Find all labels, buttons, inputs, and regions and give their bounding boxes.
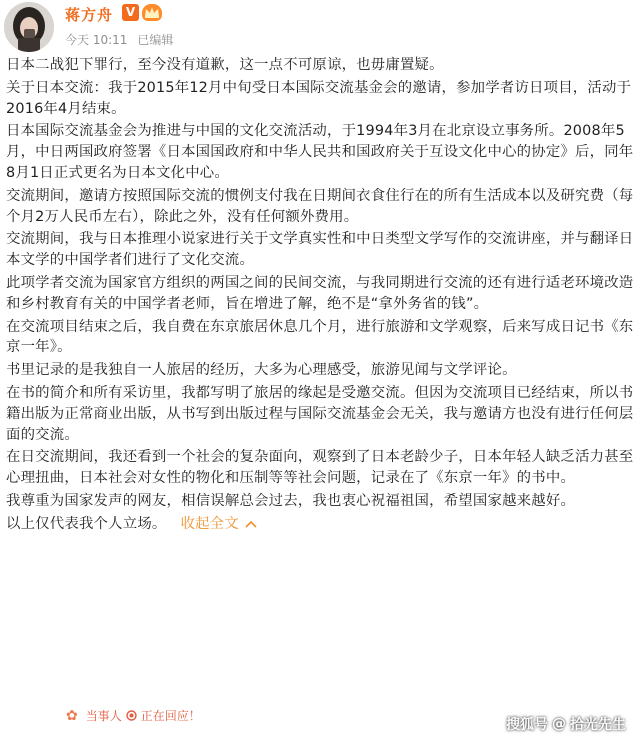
post-paragraph: 此项学者交流为国家官方组织的两国之间的民间交流，与我同期进行交流的还有进行适老环境改造和乡村教育有关的中国学者老师，旨在增进了解，绝不是“拿外务省的钱”。	[6, 274, 634, 312]
live-dot-icon	[126, 710, 137, 721]
watermark	[506, 714, 626, 734]
post-last-line	[6, 514, 634, 535]
avatar-photo	[4, 2, 54, 52]
status-label: 当事人	[85, 709, 122, 723]
post-time: 今天 10:11	[65, 33, 128, 47]
status-detail: 正在回应！	[140, 709, 201, 723]
chevron-up-icon	[245, 520, 257, 528]
post-paragraph: 在交流项目结束之后，我自费在东京旅居休息几个月，进行旅游和文学观察，后来写成日记书《东京一年》。	[6, 318, 634, 356]
flower-icon: ✿	[66, 707, 78, 724]
user-badges	[122, 4, 162, 21]
post-header	[0, 0, 640, 56]
collapse-label: 收起全文	[180, 515, 239, 532]
post-paragraph: 书里记录的是我独自一人旅居的经历，大多为心理感受，旅游见闻与文学评论。	[6, 362, 517, 379]
post-meta	[65, 31, 173, 48]
username[interactable]: 蒋方舟	[65, 6, 114, 24]
edited-label[interactable]: 已编辑	[137, 33, 174, 47]
post-closing-text: 以上仅代表我个人立场。	[6, 515, 167, 532]
watermark-author: 拾光先生	[570, 717, 626, 733]
post-paragraph: 在日交流期间，我还看到一个社会的复杂面向，观察到了日本老龄少子，日本年轻人缺乏活力甚至心理扭曲，日本社会对女性的物化和压制等等社会问题，记录在了《东京一年》的书中。	[6, 449, 634, 487]
status-badge[interactable]	[66, 707, 201, 724]
post-paragraph: 日本二战犯下罪行，至今没有道歉，这一点不可原谅，也毋庸置疑。	[6, 57, 444, 73]
post-content	[6, 55, 634, 535]
watermark-brand: 搜狐号	[506, 717, 548, 733]
collapse-button[interactable]	[181, 514, 257, 535]
member-crown-icon	[142, 4, 162, 21]
post-paragraph: 日本国际交流基金会为推进与中国的文化交流活动，于1994年3月在北京设立事务所。2008年5月，中日两国政府签署《日本国国政府和中华人民共和国政府关于互设文化中心的协定》后，同年8月1日正式更名为日本文化中心。	[6, 123, 634, 181]
verified-v-icon: V	[122, 4, 139, 21]
avatar[interactable]	[4, 2, 54, 52]
post-paragraph: 我尊重为国家发声的网友，相信误解总会过去，我也衷心祝福祖国，希望国家越来越好。	[6, 492, 576, 509]
post-paragraph: 交流期间，邀请方按照国际交流的惯例支付我在日期间衣食住行在的所有生活成本以及研究费（每个月2万人民币左右），除此之外，没有任何额外费用。	[6, 187, 634, 225]
post-paragraph: 关于日本交流：我于2015年12月中旬受日本国际交流基金会的邀请，参加学者访日项目，活动于2016年4月结束。	[6, 79, 632, 117]
post-paragraph: 交流期间，我与日本推理小说家进行关于文学真实性和中日类型文学写作的交流讲座，并与翻译日本文学的中国学者们进行了文化交流。	[6, 231, 634, 269]
post-paragraph: 在书的简介和所有采访里，我都写明了旅居的缘起是受邀交流。但因为交流项目已经结束，所以书籍出版为正常商业出版，从书写到出版过程与国际交流基金会无关，我与邀请方也没有进行任何层面的交流。	[6, 384, 634, 443]
watermark-at: @	[552, 716, 566, 732]
